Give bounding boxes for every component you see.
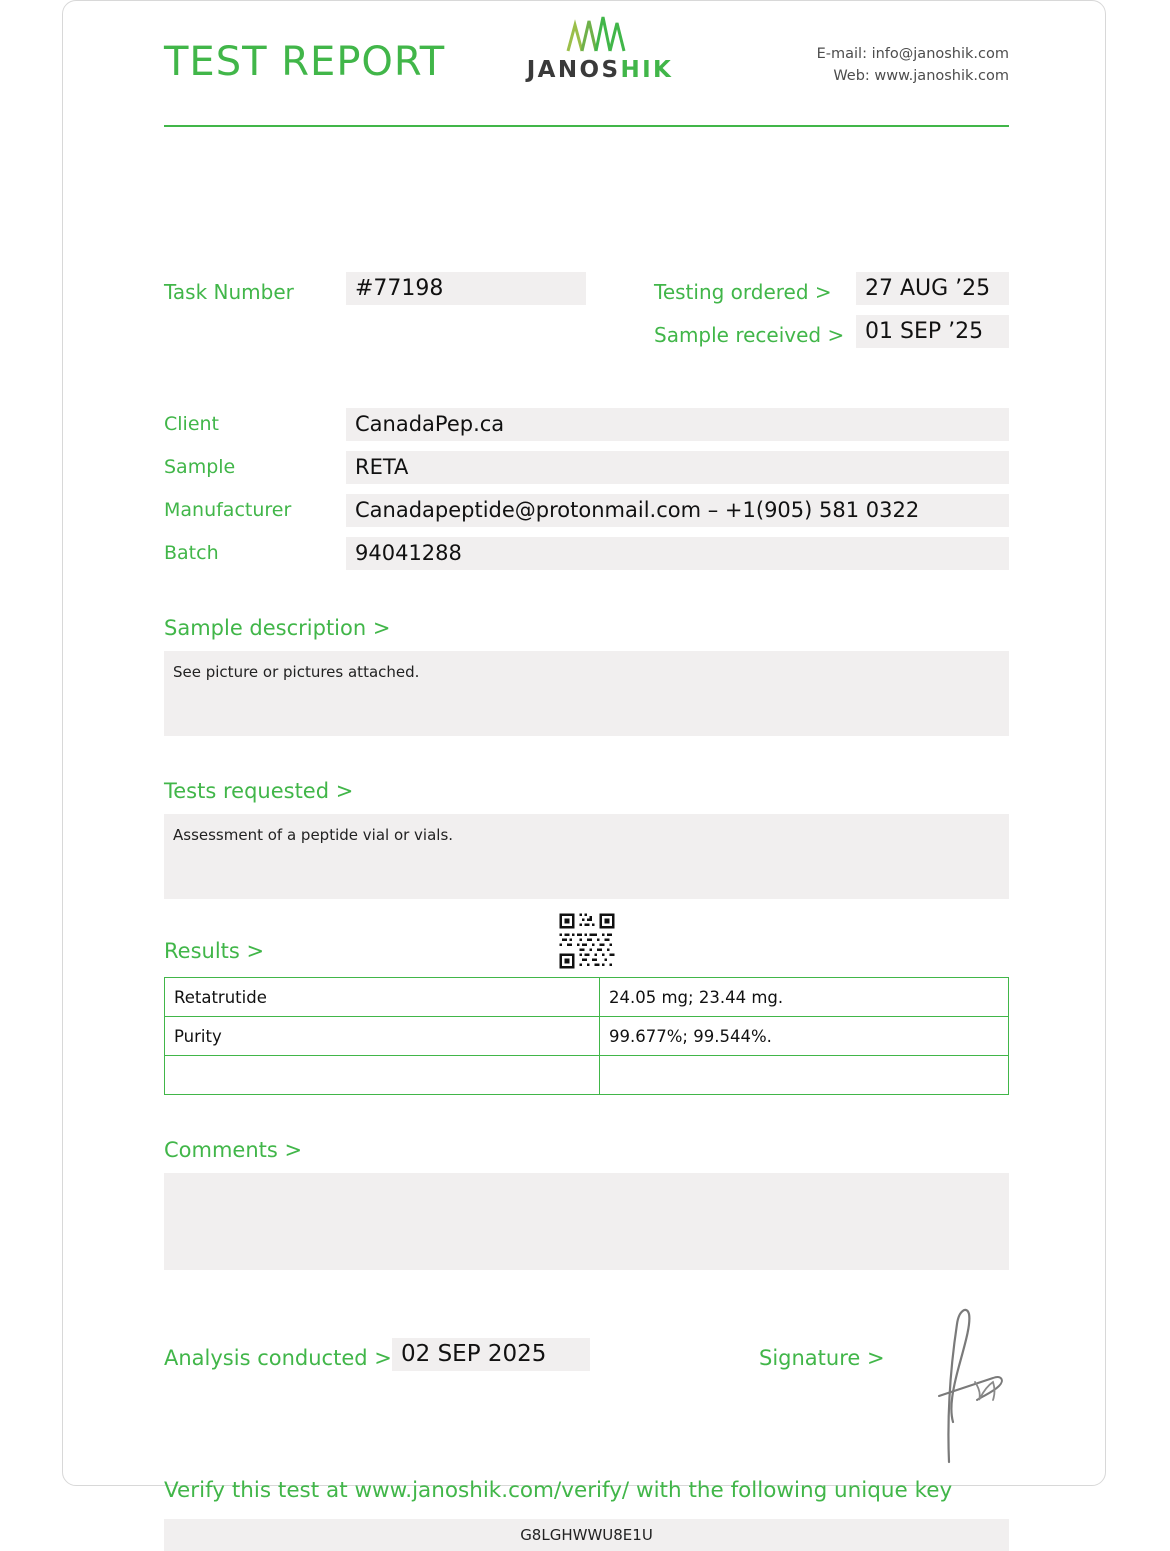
qr-code-icon: [551, 911, 623, 971]
signature-image: [909, 1304, 1029, 1464]
client-label: Client: [164, 413, 220, 435]
manufacturer-label: Manufacturer: [164, 499, 292, 521]
result-name: Purity: [165, 1017, 600, 1056]
result-value: [600, 1056, 1009, 1095]
report-content: [164, 1, 1009, 1551]
logo-wordmark: [520, 57, 680, 83]
janoshik-logo: [520, 15, 680, 83]
results-title: Results >: [164, 939, 265, 963]
result-value: 99.677%; 99.544%.: [600, 1017, 1009, 1056]
page-title: TEST REPORT: [164, 39, 446, 85]
signature-label: Signature >: [759, 1346, 885, 1370]
task-number-value: #77198: [346, 272, 586, 305]
report-page: [62, 0, 1106, 1544]
header-divider: [164, 125, 1009, 127]
tests-requested-text: Assessment of a peptide vial or vials.: [173, 826, 454, 844]
sample-value: RETA: [346, 451, 1009, 484]
comments-title: Comments >: [164, 1138, 303, 1162]
sample-label: Sample: [164, 456, 236, 478]
logo-mountain-icon: [520, 15, 680, 55]
testing-ordered-label: Testing ordered >: [654, 280, 832, 304]
report-header: [164, 1, 1009, 119]
batch-label: Batch: [164, 542, 219, 564]
sample-description-title: Sample description >: [164, 616, 391, 640]
task-section: [164, 276, 1009, 354]
sample-received-value: 01 SEP ’25: [856, 315, 1009, 348]
verify-text: Verify this test at www.janoshik.com/verify/ with the following unique key: [164, 1478, 953, 1503]
info-row-client: [164, 408, 1009, 444]
analysis-conducted-value: 02 SEP 2025: [392, 1338, 590, 1371]
manufacturer-value: Canadapeptide@protonmail.com – +1(905) 581 0322: [346, 494, 1009, 527]
task-number-label: Task Number: [164, 280, 294, 304]
info-row-sample: [164, 451, 1009, 487]
table-row: [165, 1017, 1009, 1056]
contact-email: E-mail: info@janoshik.com: [816, 46, 1009, 62]
logo-word-part2: HIK: [620, 57, 674, 83]
tests-requested-box: [164, 814, 1009, 899]
info-row-manufacturer: [164, 494, 1009, 530]
sample-received-label: Sample received >: [654, 323, 845, 347]
info-section: [164, 408, 1009, 573]
comments-box: [164, 1173, 1009, 1270]
batch-value: 94041288: [346, 537, 1009, 570]
logo-word-part1: JANOS: [526, 57, 621, 83]
sample-description-text: See picture or pictures attached.: [173, 663, 420, 681]
sample-description-box: [164, 651, 1009, 736]
result-name: Retatrutide: [165, 978, 600, 1017]
testing-ordered-value: 27 AUG ’25: [856, 272, 1009, 305]
contact-web: Web: www.janoshik.com: [833, 68, 1009, 84]
info-row-batch: [164, 537, 1009, 573]
result-value: 24.05 mg; 23.44 mg.: [600, 978, 1009, 1017]
client-value: CanadaPep.ca: [346, 408, 1009, 441]
result-name: [165, 1056, 600, 1095]
analysis-section: [164, 1342, 1009, 1462]
table-row: [165, 978, 1009, 1017]
unique-key-value: G8LGHWWU8E1U: [164, 1519, 1009, 1551]
results-header: [164, 939, 1009, 969]
tests-requested-title: Tests requested >: [164, 779, 354, 803]
results-table: [164, 977, 1009, 1095]
table-row: [165, 1056, 1009, 1095]
contact-info: [817, 43, 1009, 87]
analysis-conducted-label: Analysis conducted >: [164, 1346, 392, 1370]
